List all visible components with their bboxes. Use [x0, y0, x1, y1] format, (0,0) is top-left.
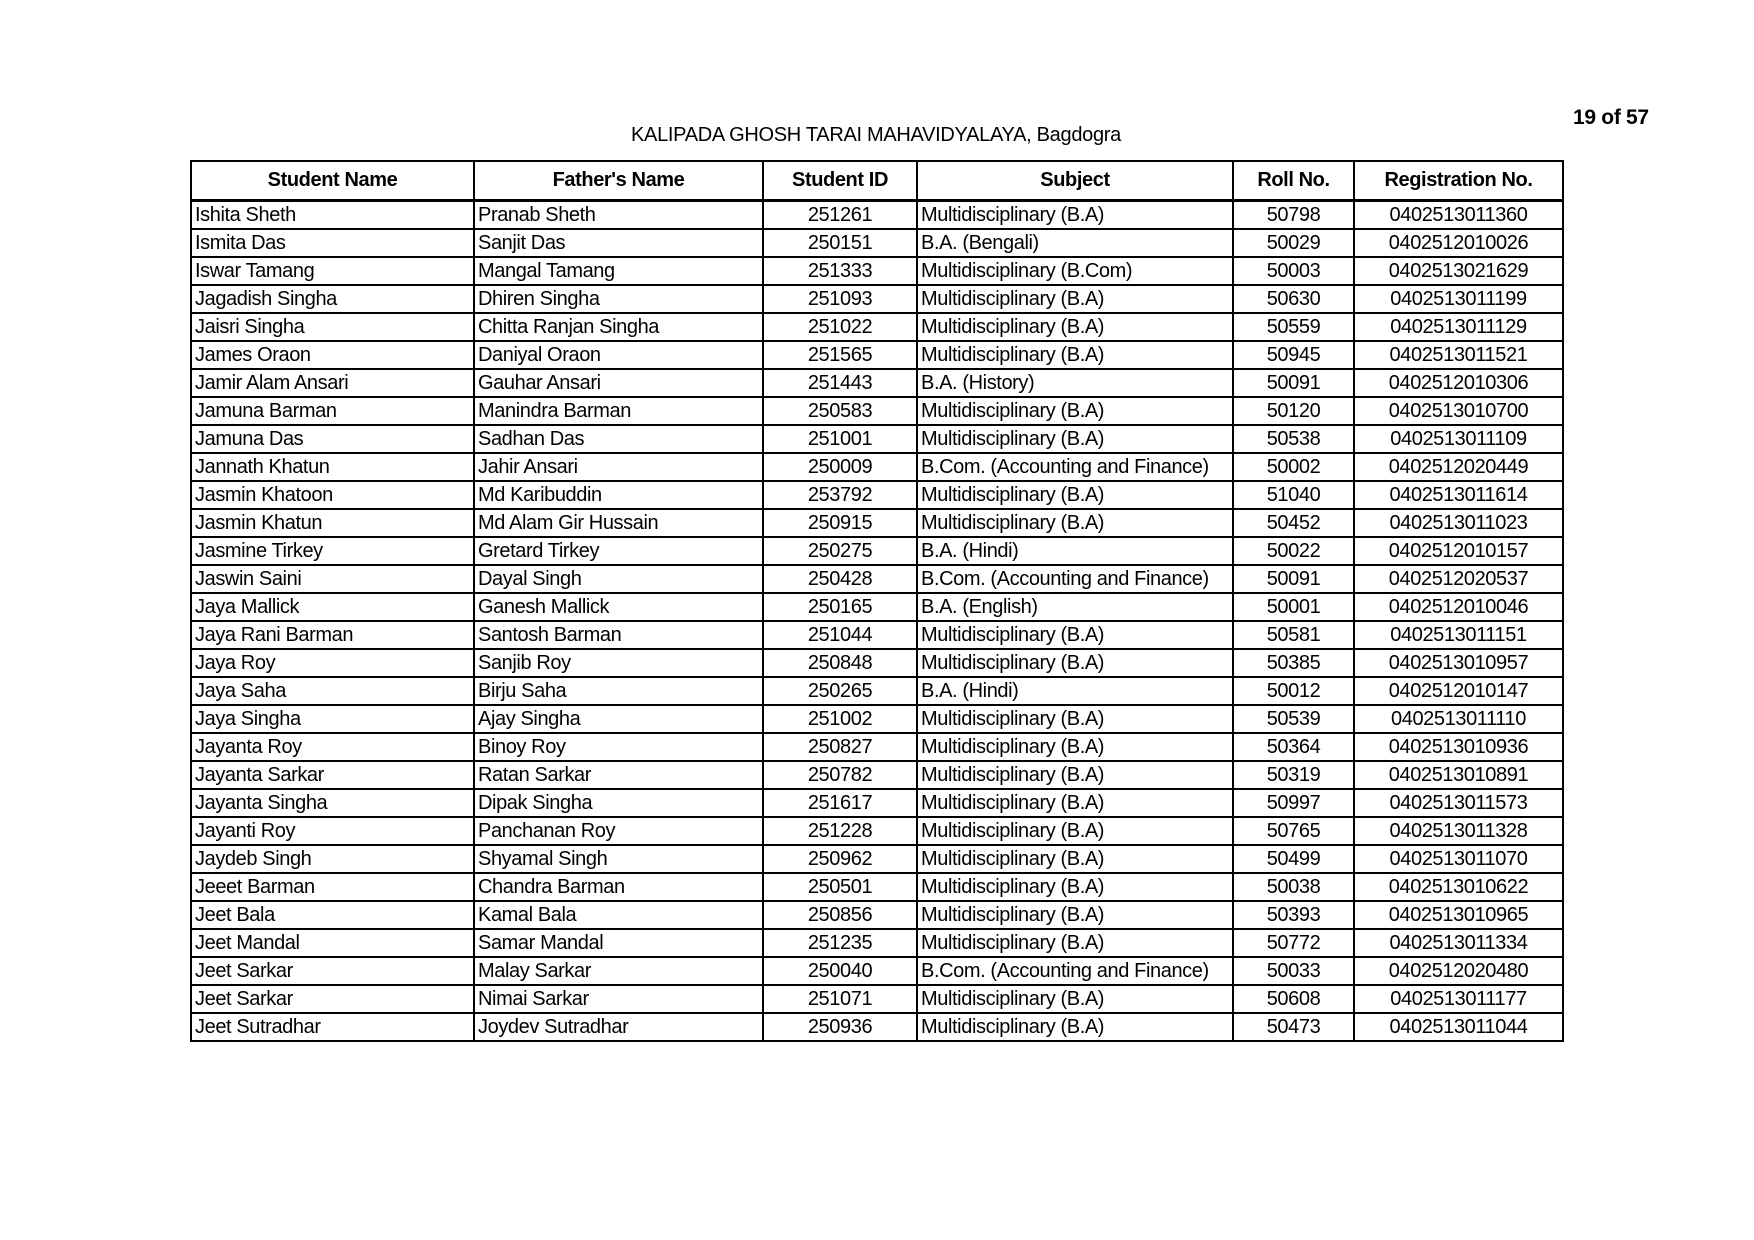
- table-row: [191, 985, 1563, 1013]
- student-name-cell: Jamuna Das: [191, 425, 474, 453]
- registration-no-cell: 0402513011044: [1354, 1013, 1563, 1041]
- registration-no-cell: 0402512010026: [1354, 229, 1563, 257]
- roll-no-cell: 50581: [1233, 621, 1354, 649]
- roll-no-cell: 50772: [1233, 929, 1354, 957]
- fathers-name-cell: Dipak Singha: [474, 789, 763, 817]
- table-row: [191, 817, 1563, 845]
- subject-cell: B.Com. (Accounting and Finance): [917, 565, 1233, 593]
- student-id-cell: 251333: [763, 257, 917, 285]
- fathers-name-cell: Shyamal Singh: [474, 845, 763, 873]
- roll-no-cell: 50319: [1233, 761, 1354, 789]
- student-name-cell: Ismita Das: [191, 229, 474, 257]
- roll-no-cell: 50033: [1233, 957, 1354, 985]
- table-row: [191, 341, 1563, 369]
- fathers-name-cell: Ganesh Mallick: [474, 593, 763, 621]
- registration-no-cell: 0402513011177: [1354, 985, 1563, 1013]
- roll-no-cell: 50473: [1233, 1013, 1354, 1041]
- fathers-name-cell: Mangal Tamang: [474, 257, 763, 285]
- registration-no-cell: 0402513011023: [1354, 509, 1563, 537]
- subject-cell: Multidisciplinary (B.Com): [917, 257, 1233, 285]
- subject-cell: Multidisciplinary (B.A): [917, 705, 1233, 733]
- fathers-name-cell: Sanjit Das: [474, 229, 763, 257]
- table-row: [191, 789, 1563, 817]
- table-row: [191, 705, 1563, 733]
- table-row: [191, 621, 1563, 649]
- fathers-name-cell: Md Karibuddin: [474, 481, 763, 509]
- table-row: [191, 565, 1563, 593]
- student-name-cell: Jeet Sarkar: [191, 985, 474, 1013]
- registration-no-cell: 0402512010046: [1354, 593, 1563, 621]
- student-name-cell: Jaya Roy: [191, 649, 474, 677]
- subject-cell: B.A. (Hindi): [917, 537, 1233, 565]
- student-name-cell: Jasmine Tirkey: [191, 537, 474, 565]
- student-id-cell: 251261: [763, 201, 917, 230]
- fathers-name-cell: Ratan Sarkar: [474, 761, 763, 789]
- table-row: [191, 649, 1563, 677]
- student-name-cell: Jamuna Barman: [191, 397, 474, 425]
- student-id-cell: 250009: [763, 453, 917, 481]
- roll-no-cell: 50945: [1233, 341, 1354, 369]
- subject-cell: B.Com. (Accounting and Finance): [917, 957, 1233, 985]
- registration-no-cell: 0402512020537: [1354, 565, 1563, 593]
- table-row: [191, 313, 1563, 341]
- subject-cell: B.A. (History): [917, 369, 1233, 397]
- roll-no-cell: 50499: [1233, 845, 1354, 873]
- registration-no-cell: 0402513011199: [1354, 285, 1563, 313]
- student-id-cell: 251235: [763, 929, 917, 957]
- fathers-name-cell: Sanjib Roy: [474, 649, 763, 677]
- registration-no-cell: 0402513011129: [1354, 313, 1563, 341]
- subject-cell: Multidisciplinary (B.A): [917, 873, 1233, 901]
- subject-cell: Multidisciplinary (B.A): [917, 425, 1233, 453]
- roll-no-cell: 50022: [1233, 537, 1354, 565]
- student-name-cell: Jaya Singha: [191, 705, 474, 733]
- roll-no-cell: 50012: [1233, 677, 1354, 705]
- roll-no-cell: 50003: [1233, 257, 1354, 285]
- subject-cell: B.A. (Hindi): [917, 677, 1233, 705]
- table-row: [191, 761, 1563, 789]
- student-id-cell: 250165: [763, 593, 917, 621]
- fathers-name-cell: Santosh Barman: [474, 621, 763, 649]
- student-id-cell: 250848: [763, 649, 917, 677]
- student-id-cell: 253792: [763, 481, 917, 509]
- student-id-cell: 250915: [763, 509, 917, 537]
- student-name-cell: Jasmin Khatoon: [191, 481, 474, 509]
- table-body: [191, 201, 1563, 1042]
- subject-cell: Multidisciplinary (B.A): [917, 761, 1233, 789]
- roll-no-cell: 50393: [1233, 901, 1354, 929]
- table-row: [191, 285, 1563, 313]
- document-title: KALIPADA GHOSH TARAI MAHAVIDYALAYA, Bagdogra: [631, 124, 1121, 146]
- table-row: [191, 929, 1563, 957]
- registration-no-cell: 0402513010891: [1354, 761, 1563, 789]
- student-name-cell: Jasmin Khatun: [191, 509, 474, 537]
- table-row: [191, 957, 1563, 985]
- table-row: [191, 1013, 1563, 1041]
- roll-no-cell: 50364: [1233, 733, 1354, 761]
- column-header-registration-no: Registration No.: [1354, 161, 1563, 201]
- roll-no-cell: 50538: [1233, 425, 1354, 453]
- registration-no-cell: 0402513021629: [1354, 257, 1563, 285]
- subject-cell: Multidisciplinary (B.A): [917, 733, 1233, 761]
- student-name-cell: Jayanti Roy: [191, 817, 474, 845]
- registration-no-cell: 0402513011334: [1354, 929, 1563, 957]
- student-id-cell: 250428: [763, 565, 917, 593]
- registration-no-cell: 0402512020480: [1354, 957, 1563, 985]
- student-name-cell: Jaisri Singha: [191, 313, 474, 341]
- student-name-cell: Jaya Saha: [191, 677, 474, 705]
- subject-cell: Multidisciplinary (B.A): [917, 649, 1233, 677]
- student-id-cell: 250782: [763, 761, 917, 789]
- student-id-cell: 251228: [763, 817, 917, 845]
- table-row: [191, 425, 1563, 453]
- roll-no-cell: 50765: [1233, 817, 1354, 845]
- registration-no-cell: 0402513011109: [1354, 425, 1563, 453]
- student-id-cell: 250275: [763, 537, 917, 565]
- column-header-student-id: Student ID: [763, 161, 917, 201]
- fathers-name-cell: Birju Saha: [474, 677, 763, 705]
- student-name-cell: Jeet Bala: [191, 901, 474, 929]
- table-row: [191, 733, 1563, 761]
- roll-no-cell: 50002: [1233, 453, 1354, 481]
- student-name-cell: Jeeet Barman: [191, 873, 474, 901]
- student-id-cell: 251071: [763, 985, 917, 1013]
- fathers-name-cell: Ajay Singha: [474, 705, 763, 733]
- registration-no-cell: 0402513010700: [1354, 397, 1563, 425]
- student-id-cell: 250501: [763, 873, 917, 901]
- student-name-cell: Jaydeb Singh: [191, 845, 474, 873]
- student-name-cell: Jeet Sarkar: [191, 957, 474, 985]
- student-name-cell: Jeet Mandal: [191, 929, 474, 957]
- registration-no-cell: 0402513010936: [1354, 733, 1563, 761]
- student-id-cell: 250151: [763, 229, 917, 257]
- fathers-name-cell: Samar Mandal: [474, 929, 763, 957]
- roll-no-cell: 50001: [1233, 593, 1354, 621]
- roll-no-cell: 50559: [1233, 313, 1354, 341]
- student-id-cell: 250827: [763, 733, 917, 761]
- subject-cell: Multidisciplinary (B.A): [917, 985, 1233, 1013]
- registration-no-cell: 0402513010957: [1354, 649, 1563, 677]
- table-row: [191, 369, 1563, 397]
- student-name-cell: Jeet Sutradhar: [191, 1013, 474, 1041]
- fathers-name-cell: Pranab Sheth: [474, 201, 763, 230]
- student-id-cell: 251044: [763, 621, 917, 649]
- student-id-cell: 251022: [763, 313, 917, 341]
- table-row: [191, 845, 1563, 873]
- roll-no-cell: 50452: [1233, 509, 1354, 537]
- fathers-name-cell: Sadhan Das: [474, 425, 763, 453]
- subject-cell: B.A. (English): [917, 593, 1233, 621]
- fathers-name-cell: Nimai Sarkar: [474, 985, 763, 1013]
- fathers-name-cell: Md Alam Gir Hussain: [474, 509, 763, 537]
- registration-no-cell: 0402513011151: [1354, 621, 1563, 649]
- roll-no-cell: 50091: [1233, 369, 1354, 397]
- subject-cell: Multidisciplinary (B.A): [917, 621, 1233, 649]
- student-id-cell: 250936: [763, 1013, 917, 1041]
- roll-no-cell: 50798: [1233, 201, 1354, 230]
- subject-cell: B.Com. (Accounting and Finance): [917, 453, 1233, 481]
- student-id-cell: 250856: [763, 901, 917, 929]
- student-id-cell: 251002: [763, 705, 917, 733]
- student-id-cell: 251001: [763, 425, 917, 453]
- registration-no-cell: 0402512010147: [1354, 677, 1563, 705]
- table-row: [191, 257, 1563, 285]
- column-header-roll-no: Roll No.: [1233, 161, 1354, 201]
- fathers-name-cell: Joydev Sutradhar: [474, 1013, 763, 1041]
- student-name-cell: Jayanta Sarkar: [191, 761, 474, 789]
- student-id-cell: 251093: [763, 285, 917, 313]
- table-row: [191, 537, 1563, 565]
- table-row: [191, 453, 1563, 481]
- subject-cell: Multidisciplinary (B.A): [917, 397, 1233, 425]
- roll-no-cell: 50630: [1233, 285, 1354, 313]
- roll-no-cell: 50385: [1233, 649, 1354, 677]
- fathers-name-cell: Gretard Tirkey: [474, 537, 763, 565]
- subject-cell: Multidisciplinary (B.A): [917, 509, 1233, 537]
- student-name-cell: Ishita Sheth: [191, 201, 474, 230]
- registration-no-cell: 0402513011614: [1354, 481, 1563, 509]
- table-row: [191, 201, 1563, 230]
- table-header-row: [191, 161, 1563, 201]
- student-name-cell: Jaswin Saini: [191, 565, 474, 593]
- column-header-fathers-name: Father's Name: [474, 161, 763, 201]
- student-name-cell: Jannath Khatun: [191, 453, 474, 481]
- registration-no-cell: 0402513011360: [1354, 201, 1563, 230]
- subject-cell: Multidisciplinary (B.A): [917, 929, 1233, 957]
- student-name-cell: Jaya Mallick: [191, 593, 474, 621]
- subject-cell: Multidisciplinary (B.A): [917, 201, 1233, 230]
- roll-no-cell: 50029: [1233, 229, 1354, 257]
- fathers-name-cell: Gauhar Ansari: [474, 369, 763, 397]
- table-row: [191, 901, 1563, 929]
- subject-cell: Multidisciplinary (B.A): [917, 313, 1233, 341]
- fathers-name-cell: Binoy Roy: [474, 733, 763, 761]
- student-roster-table: [190, 160, 1564, 1042]
- roll-no-cell: 50038: [1233, 873, 1354, 901]
- registration-no-cell: 0402513010622: [1354, 873, 1563, 901]
- registration-no-cell: 0402513010965: [1354, 901, 1563, 929]
- student-name-cell: Jagadish Singha: [191, 285, 474, 313]
- fathers-name-cell: Chitta Ranjan Singha: [474, 313, 763, 341]
- subject-cell: Multidisciplinary (B.A): [917, 901, 1233, 929]
- student-name-cell: Jayanta Roy: [191, 733, 474, 761]
- column-header-subject: Subject: [917, 161, 1233, 201]
- fathers-name-cell: Malay Sarkar: [474, 957, 763, 985]
- registration-no-cell: 0402513011110: [1354, 705, 1563, 733]
- student-id-cell: 250583: [763, 397, 917, 425]
- student-name-cell: Jaya Rani Barman: [191, 621, 474, 649]
- table-row: [191, 509, 1563, 537]
- registration-no-cell: 0402512020449: [1354, 453, 1563, 481]
- student-name-cell: Jayanta Singha: [191, 789, 474, 817]
- roll-no-cell: 50997: [1233, 789, 1354, 817]
- roll-no-cell: 51040: [1233, 481, 1354, 509]
- fathers-name-cell: Dayal Singh: [474, 565, 763, 593]
- subject-cell: Multidisciplinary (B.A): [917, 817, 1233, 845]
- column-header-student-name: Student Name: [191, 161, 474, 201]
- page-number: 19 of 57: [1573, 106, 1649, 129]
- fathers-name-cell: Chandra Barman: [474, 873, 763, 901]
- student-id-cell: 250265: [763, 677, 917, 705]
- roll-no-cell: 50608: [1233, 985, 1354, 1013]
- table-row: [191, 593, 1563, 621]
- registration-no-cell: 0402513011328: [1354, 817, 1563, 845]
- table-row: [191, 397, 1563, 425]
- fathers-name-cell: Dhiren Singha: [474, 285, 763, 313]
- table-row: [191, 873, 1563, 901]
- registration-no-cell: 0402512010157: [1354, 537, 1563, 565]
- roll-no-cell: 50091: [1233, 565, 1354, 593]
- student-name-cell: James Oraon: [191, 341, 474, 369]
- fathers-name-cell: Kamal Bala: [474, 901, 763, 929]
- student-id-cell: 250040: [763, 957, 917, 985]
- subject-cell: Multidisciplinary (B.A): [917, 789, 1233, 817]
- fathers-name-cell: Panchanan Roy: [474, 817, 763, 845]
- student-name-cell: Jamir Alam Ansari: [191, 369, 474, 397]
- subject-cell: Multidisciplinary (B.A): [917, 341, 1233, 369]
- registration-no-cell: 0402513011070: [1354, 845, 1563, 873]
- student-id-cell: 251443: [763, 369, 917, 397]
- student-id-cell: 250962: [763, 845, 917, 873]
- fathers-name-cell: Manindra Barman: [474, 397, 763, 425]
- subject-cell: B.A. (Bengali): [917, 229, 1233, 257]
- registration-no-cell: 0402512010306: [1354, 369, 1563, 397]
- roll-no-cell: 50120: [1233, 397, 1354, 425]
- subject-cell: Multidisciplinary (B.A): [917, 285, 1233, 313]
- subject-cell: Multidisciplinary (B.A): [917, 481, 1233, 509]
- student-id-cell: 251617: [763, 789, 917, 817]
- table-row: [191, 677, 1563, 705]
- registration-no-cell: 0402513011573: [1354, 789, 1563, 817]
- table-row: [191, 229, 1563, 257]
- fathers-name-cell: Jahir Ansari: [474, 453, 763, 481]
- fathers-name-cell: Daniyal Oraon: [474, 341, 763, 369]
- subject-cell: Multidisciplinary (B.A): [917, 845, 1233, 873]
- student-id-cell: 251565: [763, 341, 917, 369]
- table-row: [191, 481, 1563, 509]
- roll-no-cell: 50539: [1233, 705, 1354, 733]
- registration-no-cell: 0402513011521: [1354, 341, 1563, 369]
- subject-cell: Multidisciplinary (B.A): [917, 1013, 1233, 1041]
- student-name-cell: Iswar Tamang: [191, 257, 474, 285]
